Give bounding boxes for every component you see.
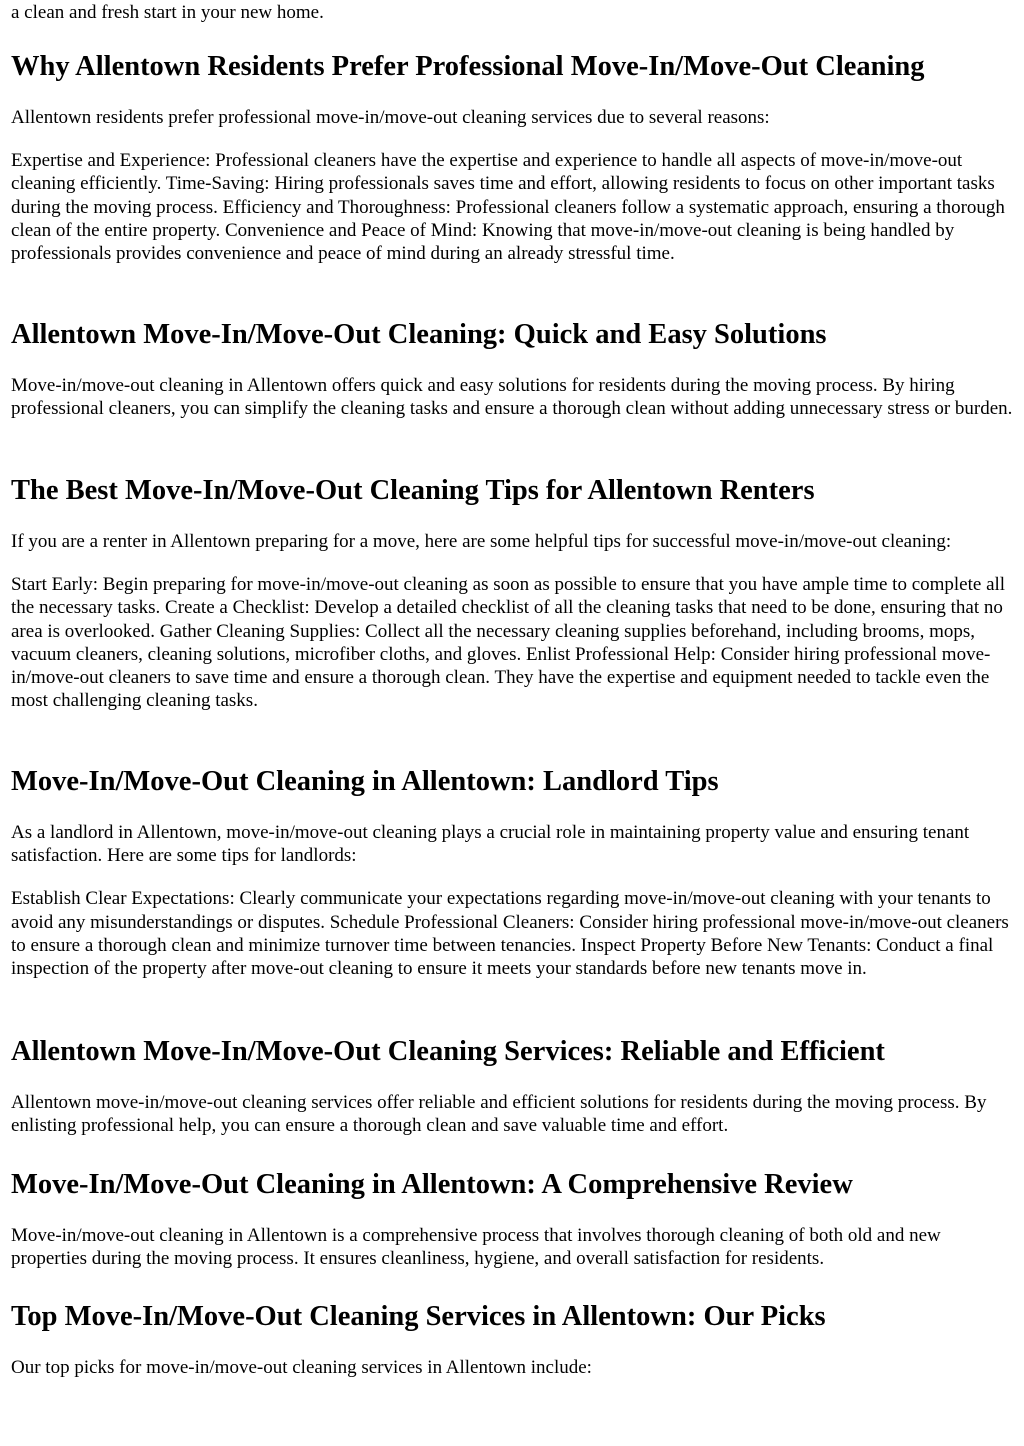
section-heading: Move-In/Move-Out Cleaning in Allentown: Landlord Tips xyxy=(11,766,719,797)
section-reliable-efficient xyxy=(11,1035,1015,1137)
section-paragraph: As a landlord in Allentown, move-in/move-out cleaning plays a crucial role in maintaining property value and ensuring tenant satisfaction. Here are some tips for landlords: xyxy=(11,822,970,867)
section-heading: Move-In/Move-Out Cleaning in Allentown: A Comprehensive Review xyxy=(11,1169,853,1200)
section-paragraph: Allentown move-in/move-out cleaning services offer reliable and efficient solutions for residents during the moving process. By enlisting professional help, you can ensure a thorough clean and save valuable time and effort. xyxy=(11,1092,987,1137)
section-paragraph: Establish Clear Expectations: Clearly communicate your expectations regarding move-in/move-out cleaning with your tenants to avoid any misunderstandings or disputes. Schedule Professional Cleaners: Consider hiring professional move-in/move-out cleaners to ensure a thorough clean and minimize turnover time between tenancies. Inspect Property Before New Tenants: Conduct a final inspection of the property after move-out cleaning to ensure it meets your standards before new tenants move in. xyxy=(11,888,1009,980)
section-paragraph: If you are a renter in Allentown preparing for a move, here are some helpful tips for successful move-in/move-out cleaning: xyxy=(11,531,952,552)
section-paragraph: Expertise and Experience: Professional cleaners have the expertise and experience to handle all aspects of move-in/move-out cleaning efficiently. Time-Saving: Hiring professionals saves time and effort, allowing residents to focus on other important tasks during the moving process. Efficiency and Thoroughness: Professional cleaners follow a systematic approach, ensuring a thorough clean of the entire property. Convenience and Peace of Mind: Knowing that move-in/move-out cleaning is being handled by professionals provides convenience and peace of mind during an already stressful time. xyxy=(11,150,1005,265)
section-paragraph: Our top picks for move-in/move-out cleaning services in Allentown include: xyxy=(11,1357,592,1378)
section-top-picks xyxy=(11,1300,1015,1379)
section-quick-solutions xyxy=(11,318,1015,420)
section-paragraph: Start Early: Begin preparing for move-in/move-out cleaning as soon as possible to ensure that you have ample time to complete all the necessary tasks. Create a Checklist: Develop a detailed checklist of all the cleaning tasks that need to be done, ensuring that no area is overlooked. Gather Cleaning Supplies: Collect all the necessary cleaning supplies beforehand, including brooms, mops, vacuum cleaners, cleaning solutions, microfiber cloths, and gloves. Enlist Professional Help: Consider hiring professional move-in/move-out cleaners to save time and ensure a thorough clean. They have the expertise and equipment needed to tackle even the most challenging cleaning tasks. xyxy=(11,574,1006,712)
section-paragraph: Move-in/move-out cleaning in Allentown offers quick and easy solutions for residents during the moving process. By hiring professional cleaners, you can simplify the cleaning tasks and ensure a thorough clean without adding unnecessary stress or burden. xyxy=(11,375,1013,420)
section-heading: Allentown Move-In/Move-Out Cleaning: Quick and Easy Solutions xyxy=(11,319,827,350)
intro-fragment: a clean and fresh start in your new home. xyxy=(11,2,324,23)
section-heading: Why Allentown Residents Prefer Professional Move-In/Move-Out Cleaning xyxy=(11,51,925,82)
section-comprehensive-review xyxy=(11,1168,1015,1270)
section-heading: Allentown Move-In/Move-Out Cleaning Services: Reliable and Efficient xyxy=(11,1036,885,1067)
section-why-prefer xyxy=(11,50,1015,265)
section-heading: The Best Move-In/Move-Out Cleaning Tips for Allentown Renters xyxy=(11,475,815,506)
section-renter-tips xyxy=(11,474,1015,712)
section-paragraph: Allentown residents prefer professional move-in/move-out cleaning services due to several reasons: xyxy=(11,107,770,128)
section-paragraph: Move-in/move-out cleaning in Allentown is a comprehensive process that involves thorough cleaning of both old and new properties during the moving process. It ensures cleanliness, hygiene, and overall satisfaction for residents. xyxy=(11,1225,941,1270)
section-heading: Top Move-In/Move-Out Cleaning Services in Allentown: Our Picks xyxy=(11,1301,826,1332)
section-landlord-tips xyxy=(11,765,1015,980)
